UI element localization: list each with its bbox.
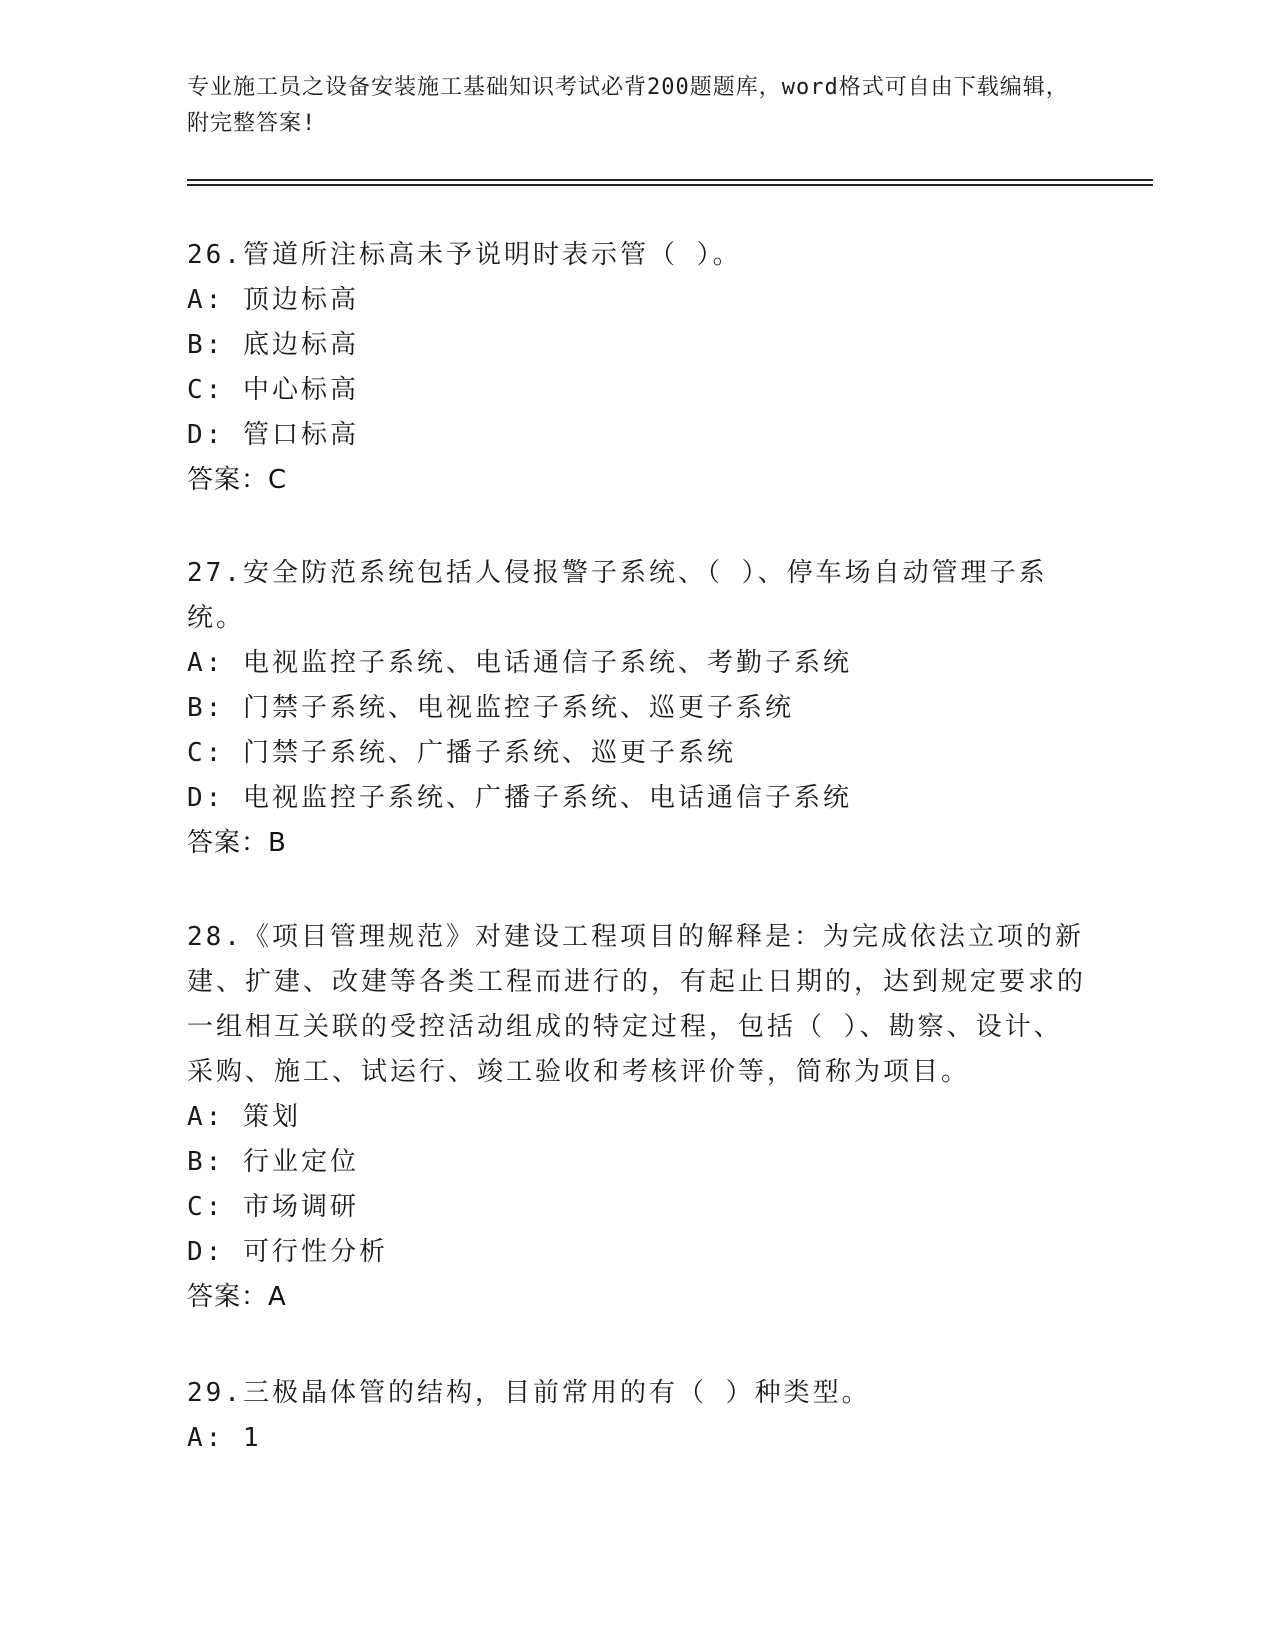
option-c: C: 市场调研 — [187, 1192, 359, 1222]
option-b: B: 行业定位 — [187, 1147, 359, 1177]
question-26 — [187, 233, 1087, 503]
option-c: C: 门禁子系统、广播子系统、巡更子系统 — [187, 738, 736, 768]
header-divider-top — [187, 179, 1153, 181]
option-a: A: 电视监控子系统、电话通信子系统、考勤子系统 — [187, 648, 852, 678]
question-stem: 29.三极晶体管的结构，目前常用的有（ ）种类型。 — [187, 1378, 871, 1408]
option-d: D: 电视监控子系统、广播子系统、电话通信子系统 — [187, 783, 852, 813]
answer-line: 答案：C — [187, 465, 288, 495]
question-stem: 27.安全防范系统包括人侵报警子系统、（ ）、停车场自动管理子系统。 — [187, 558, 1048, 633]
question-stem: 28.《项目管理规范》对建设工程项目的解释是：为完成依法立项的新建、扩建、改建等各类工程而进行的，有起止日期的，达到规定要求的一组相互关联的受控活动组成的特定过程，包括（ ）、勘察、设计、采购、施工、试运行、竣工验收和考核评价等，简称为项目。 — [187, 922, 1087, 1087]
question-28 — [187, 915, 1087, 1320]
option-b: B: 底边标高 — [187, 330, 359, 360]
answer-line: 答案：A — [187, 1282, 287, 1312]
question-27 — [187, 551, 1087, 866]
option-d: D: 管口标高 — [187, 420, 359, 450]
answer-line: 答案：B — [187, 828, 287, 858]
header-divider-bottom — [187, 184, 1153, 186]
option-b: B: 门禁子系统、电视监控子系统、巡更子系统 — [187, 693, 794, 723]
option-a: A: 1 — [187, 1423, 262, 1453]
option-d: D: 可行性分析 — [187, 1237, 388, 1267]
document-header-title: 专业施工员之设备安装施工基础知识考试必背200题题库，word格式可自由下载编辑，附完整答案! — [187, 75, 1069, 136]
question-stem: 26.管道所注标高未予说明时表示管（ ）。 — [187, 240, 742, 270]
option-a: A: 策划 — [187, 1102, 301, 1132]
option-a: A: 顶边标高 — [187, 285, 359, 315]
question-29 — [187, 1371, 1087, 1461]
option-c: C: 中心标高 — [187, 375, 359, 405]
